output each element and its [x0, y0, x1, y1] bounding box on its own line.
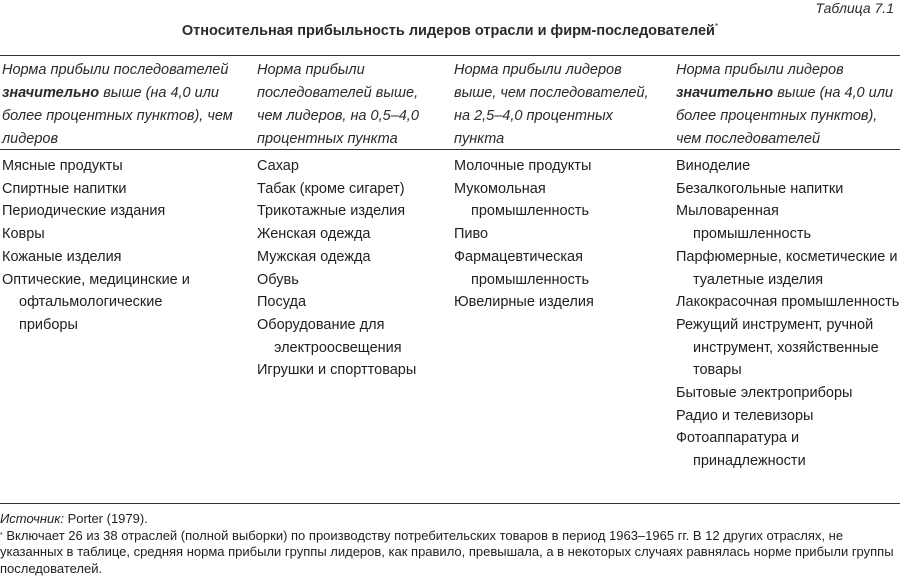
list-item: Бытовые электроприборы	[676, 382, 900, 405]
list-item: Ковры	[2, 223, 212, 246]
table-number: Таблица 7.1	[815, 0, 894, 16]
list-item: Обувь	[257, 269, 442, 292]
column-header-2: Норма прибыли последователей выше, чем лидеров, на 0,5–4,0 процентных пункта	[257, 59, 445, 151]
list-item: Спиртные напитки	[2, 178, 212, 201]
column-header-1: Норма прибыли последователей значительно выше (на 4,0 или более процентных пунктов), чем лидеров	[2, 59, 247, 151]
list-item: Лакокрасочная промышленность	[676, 291, 900, 314]
list-item: Фотоаппаратура и принадлежности	[676, 427, 900, 472]
column-items-2	[257, 155, 442, 382]
list-item: Кожаные изделия	[2, 246, 212, 269]
list-item: Трикотажные изделия	[257, 200, 442, 223]
header-rule	[0, 149, 900, 150]
list-item: Пиво	[454, 223, 624, 246]
list-item: Табак (кроме сигарет)	[257, 178, 442, 201]
title-text: Относительная прибыльность лидеров отрасли и фирм-последователей	[182, 23, 715, 39]
list-item: Ювелирные изделия	[454, 291, 624, 314]
footnote: * Включает 26 из 38 отраслей (полной выборки) по производству потребительских товаров в период 1963–1965 гг. В 12 других отраслях, не указанных в таблице, средняя норма прибыли группы лидеров, как правило, превышала, а в некоторых случаях равнялась норме прибыли группы последователей.	[0, 528, 900, 577]
list-item: Периодические издания	[2, 200, 212, 223]
bottom-rule	[0, 503, 900, 504]
title-footnote-mark: *	[715, 22, 718, 31]
column-header-3: Норма прибыли лидеров выше, чем последователей, на 2,5–4,0 процентных пункта	[454, 59, 659, 151]
list-item: Виноделие	[676, 155, 900, 178]
list-item: Оборудование для электроосвещения	[257, 314, 442, 359]
list-item: Мыловаренная промышленность	[676, 200, 900, 245]
list-item: Сахар	[257, 155, 442, 178]
list-item: Парфюмерные, косметические и туалетные изделия	[676, 246, 900, 291]
list-item: Женская одежда	[257, 223, 442, 246]
list-item: Посуда	[257, 291, 442, 314]
list-item: Оптические, медицинские и офтальмологические приборы	[2, 269, 212, 337]
list-item: Радио и телевизоры	[676, 405, 900, 428]
column-header-4: Норма прибыли лидеров значительно выше (на 4,0 или более процентных пунктов), чем последователей	[676, 59, 900, 151]
source-line: Источник: Porter (1979).	[0, 511, 900, 528]
list-item: Мясные продукты	[2, 155, 212, 178]
list-item: Молочные продукты	[454, 155, 624, 178]
list-item: Игрушки и спорттовары	[257, 359, 442, 382]
table-footer	[0, 511, 900, 577]
list-item: Мукомольная промышленность	[454, 178, 624, 223]
list-item: Фармацевтическая промышленность	[454, 246, 624, 291]
list-item: Режущий инструмент, ручной инструмент, хозяйственные товары	[676, 314, 900, 382]
list-item: Мужская одежда	[257, 246, 442, 269]
list-item: Безалкогольные напитки	[676, 178, 900, 201]
column-items-1	[2, 155, 212, 337]
column-items-3	[454, 155, 624, 314]
column-items-4	[676, 155, 900, 473]
table-title	[0, 23, 900, 39]
top-rule	[0, 55, 900, 56]
